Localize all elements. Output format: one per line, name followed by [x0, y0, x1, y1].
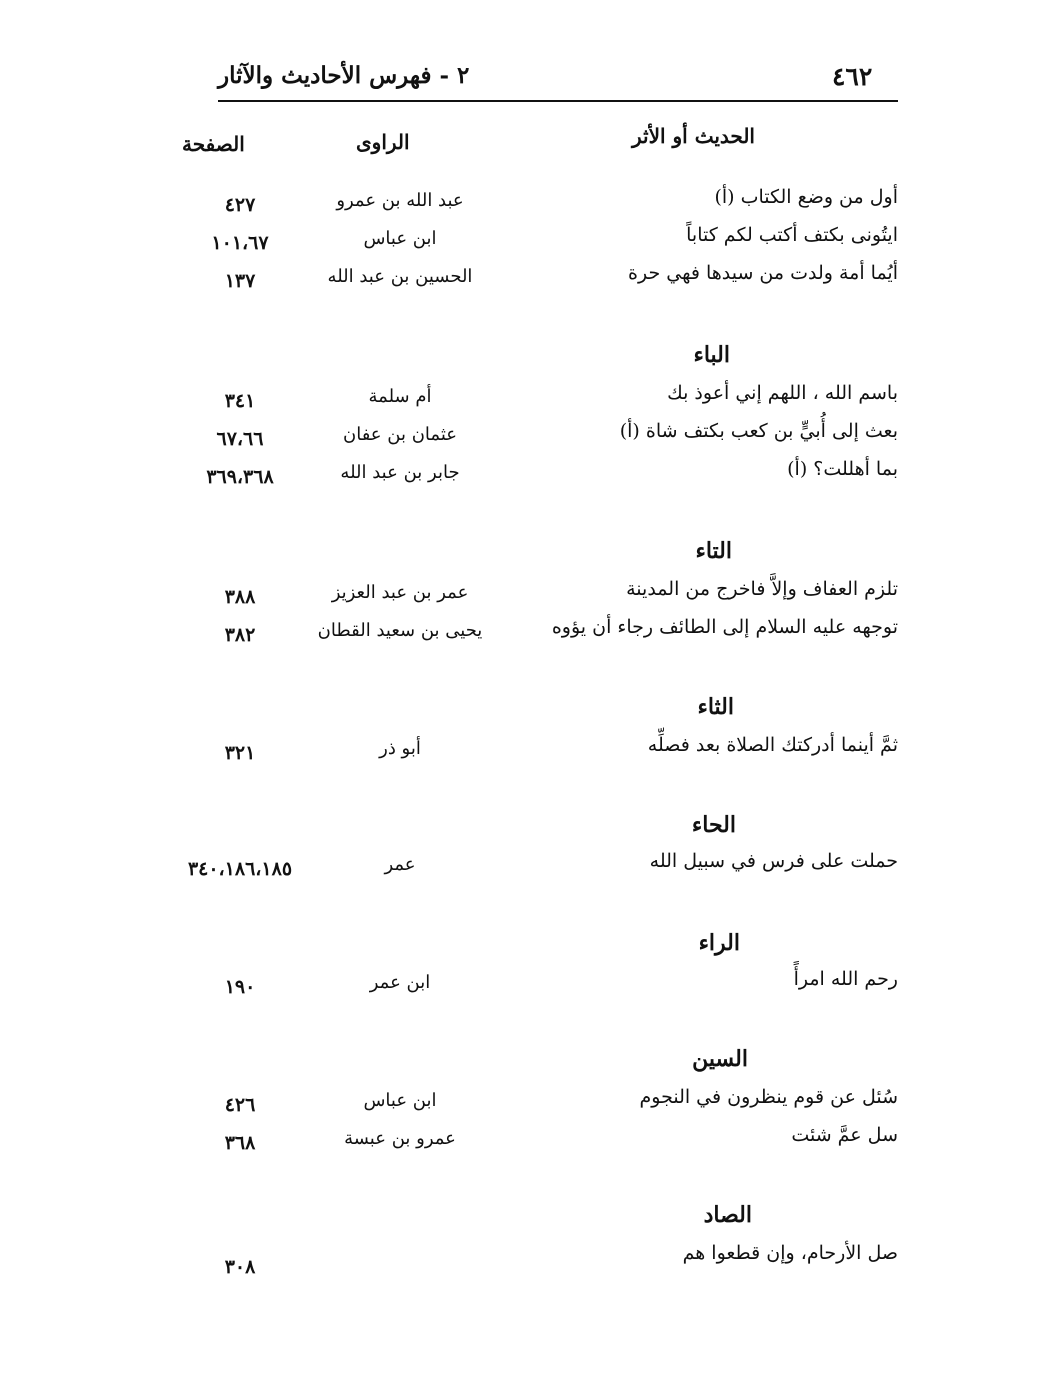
- index-entry: [0, 1086, 1038, 1120]
- narrator-name: جابر بن عبد الله: [340, 462, 460, 483]
- narrator-name: أبو ذر: [379, 738, 421, 759]
- page-reference: ٦٧،٦٦: [216, 428, 264, 450]
- page-reference: ٣٢١: [224, 742, 256, 764]
- narrator-name: عثمان بن عفان: [343, 424, 457, 445]
- hadith-text: سُئل عن قوم ينظرون في النجوم: [639, 1086, 898, 1108]
- narrator-name: ابن عمر: [369, 972, 431, 993]
- page-reference: ٣٨٨: [224, 586, 256, 608]
- page-reference: ٣٤١: [224, 390, 256, 412]
- page-reference: ١٣٧: [224, 270, 256, 292]
- page-reference: ٤٢٧: [224, 194, 256, 216]
- hadith-text: صل الأرحام، وإن قطعوا هم: [682, 1242, 898, 1264]
- column-header-hadith: الحديث أو الأثر: [632, 124, 755, 148]
- index-entry: [0, 458, 1038, 492]
- hadith-text: توجهه عليه السلام إلى الطائف رجاء أن يؤوه: [551, 616, 898, 638]
- page-reference: ١٠١،٦٧: [211, 232, 269, 254]
- index-entry: [0, 616, 1038, 650]
- section-heading: الصاد: [703, 1202, 752, 1228]
- column-header-narrator: الراوى: [356, 130, 410, 154]
- narrator-name: عمر: [384, 854, 416, 875]
- page-reference: ٤٢٦: [224, 1094, 256, 1116]
- hadith-text: أيُما أمة ولدت من سيدها فهي حرة: [628, 262, 898, 284]
- index-entry: [0, 1242, 1038, 1276]
- narrator-name: عبد الله بن عمرو: [336, 190, 464, 211]
- page-reference: ٣٠٨: [224, 1256, 256, 1278]
- index-entry: [0, 186, 1038, 220]
- section-heading: الراء: [698, 930, 740, 956]
- page-reference: ٣٤٠،١٨٦،١٨٥: [187, 858, 293, 880]
- narrator-name: يحيى بن سعيد القطان: [317, 620, 483, 641]
- index-entry: [0, 734, 1038, 768]
- index-entry: [0, 420, 1038, 454]
- section-heading: التاء: [695, 538, 732, 564]
- narrator-name: ابن عباس: [363, 228, 437, 249]
- header-rule: [218, 100, 898, 102]
- section-heading: الباء: [693, 342, 730, 368]
- narrator-name: عمرو بن عبسة: [344, 1128, 456, 1149]
- hadith-text: سل عمَّ شئت: [791, 1124, 898, 1146]
- narrator-name: الحسين بن عبد الله: [327, 266, 473, 287]
- index-entry: [0, 578, 1038, 612]
- page-number: ٤٦٢: [832, 62, 873, 91]
- page-reference: ١٩٠: [224, 976, 256, 998]
- hadith-text: أول من وضع الكتاب (أ): [714, 186, 898, 208]
- hadith-text: بعث إلى أُبيٍّ بن كعب بكتف شاة (أ): [619, 420, 898, 442]
- running-header-title: ٢ - فهرس الأحاديث والآثار: [218, 62, 470, 89]
- hadith-text: ثمَّ أينما أدركتك الصلاة بعد فصلِّه: [647, 734, 898, 756]
- page-reference: ٣٦٨: [224, 1132, 256, 1154]
- narrator-name: ابن عباس: [363, 1090, 437, 1111]
- section-heading: الحاء: [691, 812, 736, 838]
- index-entry: [0, 382, 1038, 416]
- column-header-page: الصفحة: [182, 132, 245, 156]
- narrator-name: عمر بن عبد العزيز: [331, 582, 469, 603]
- index-entry: [0, 850, 1038, 884]
- hadith-text: باسم الله ، اللهم إني أعوذ بك: [667, 382, 898, 404]
- index-entry: [0, 1124, 1038, 1158]
- hadith-text: حملت على فرس في سبيل الله: [649, 850, 898, 872]
- page-reference: ٣٨٢: [224, 624, 256, 646]
- hadith-text: تلزم العفاف وإلاَّ فاخرج من المدينة: [626, 578, 898, 600]
- hadith-text: بما أهللت؟ (أ): [787, 458, 898, 480]
- index-entry: [0, 224, 1038, 258]
- section-heading: الثاء: [697, 694, 734, 720]
- hadith-text: رحم الله امرأً: [793, 968, 898, 990]
- page-reference: ٣٦٩،٣٦٨: [206, 466, 274, 488]
- section-heading: السين: [692, 1046, 748, 1072]
- index-entry: [0, 262, 1038, 296]
- narrator-name: أم سلمة: [368, 386, 432, 407]
- hadith-text: ايتُونى بكتف أكتب لكم كتاباً: [686, 224, 898, 246]
- index-entry: [0, 968, 1038, 1002]
